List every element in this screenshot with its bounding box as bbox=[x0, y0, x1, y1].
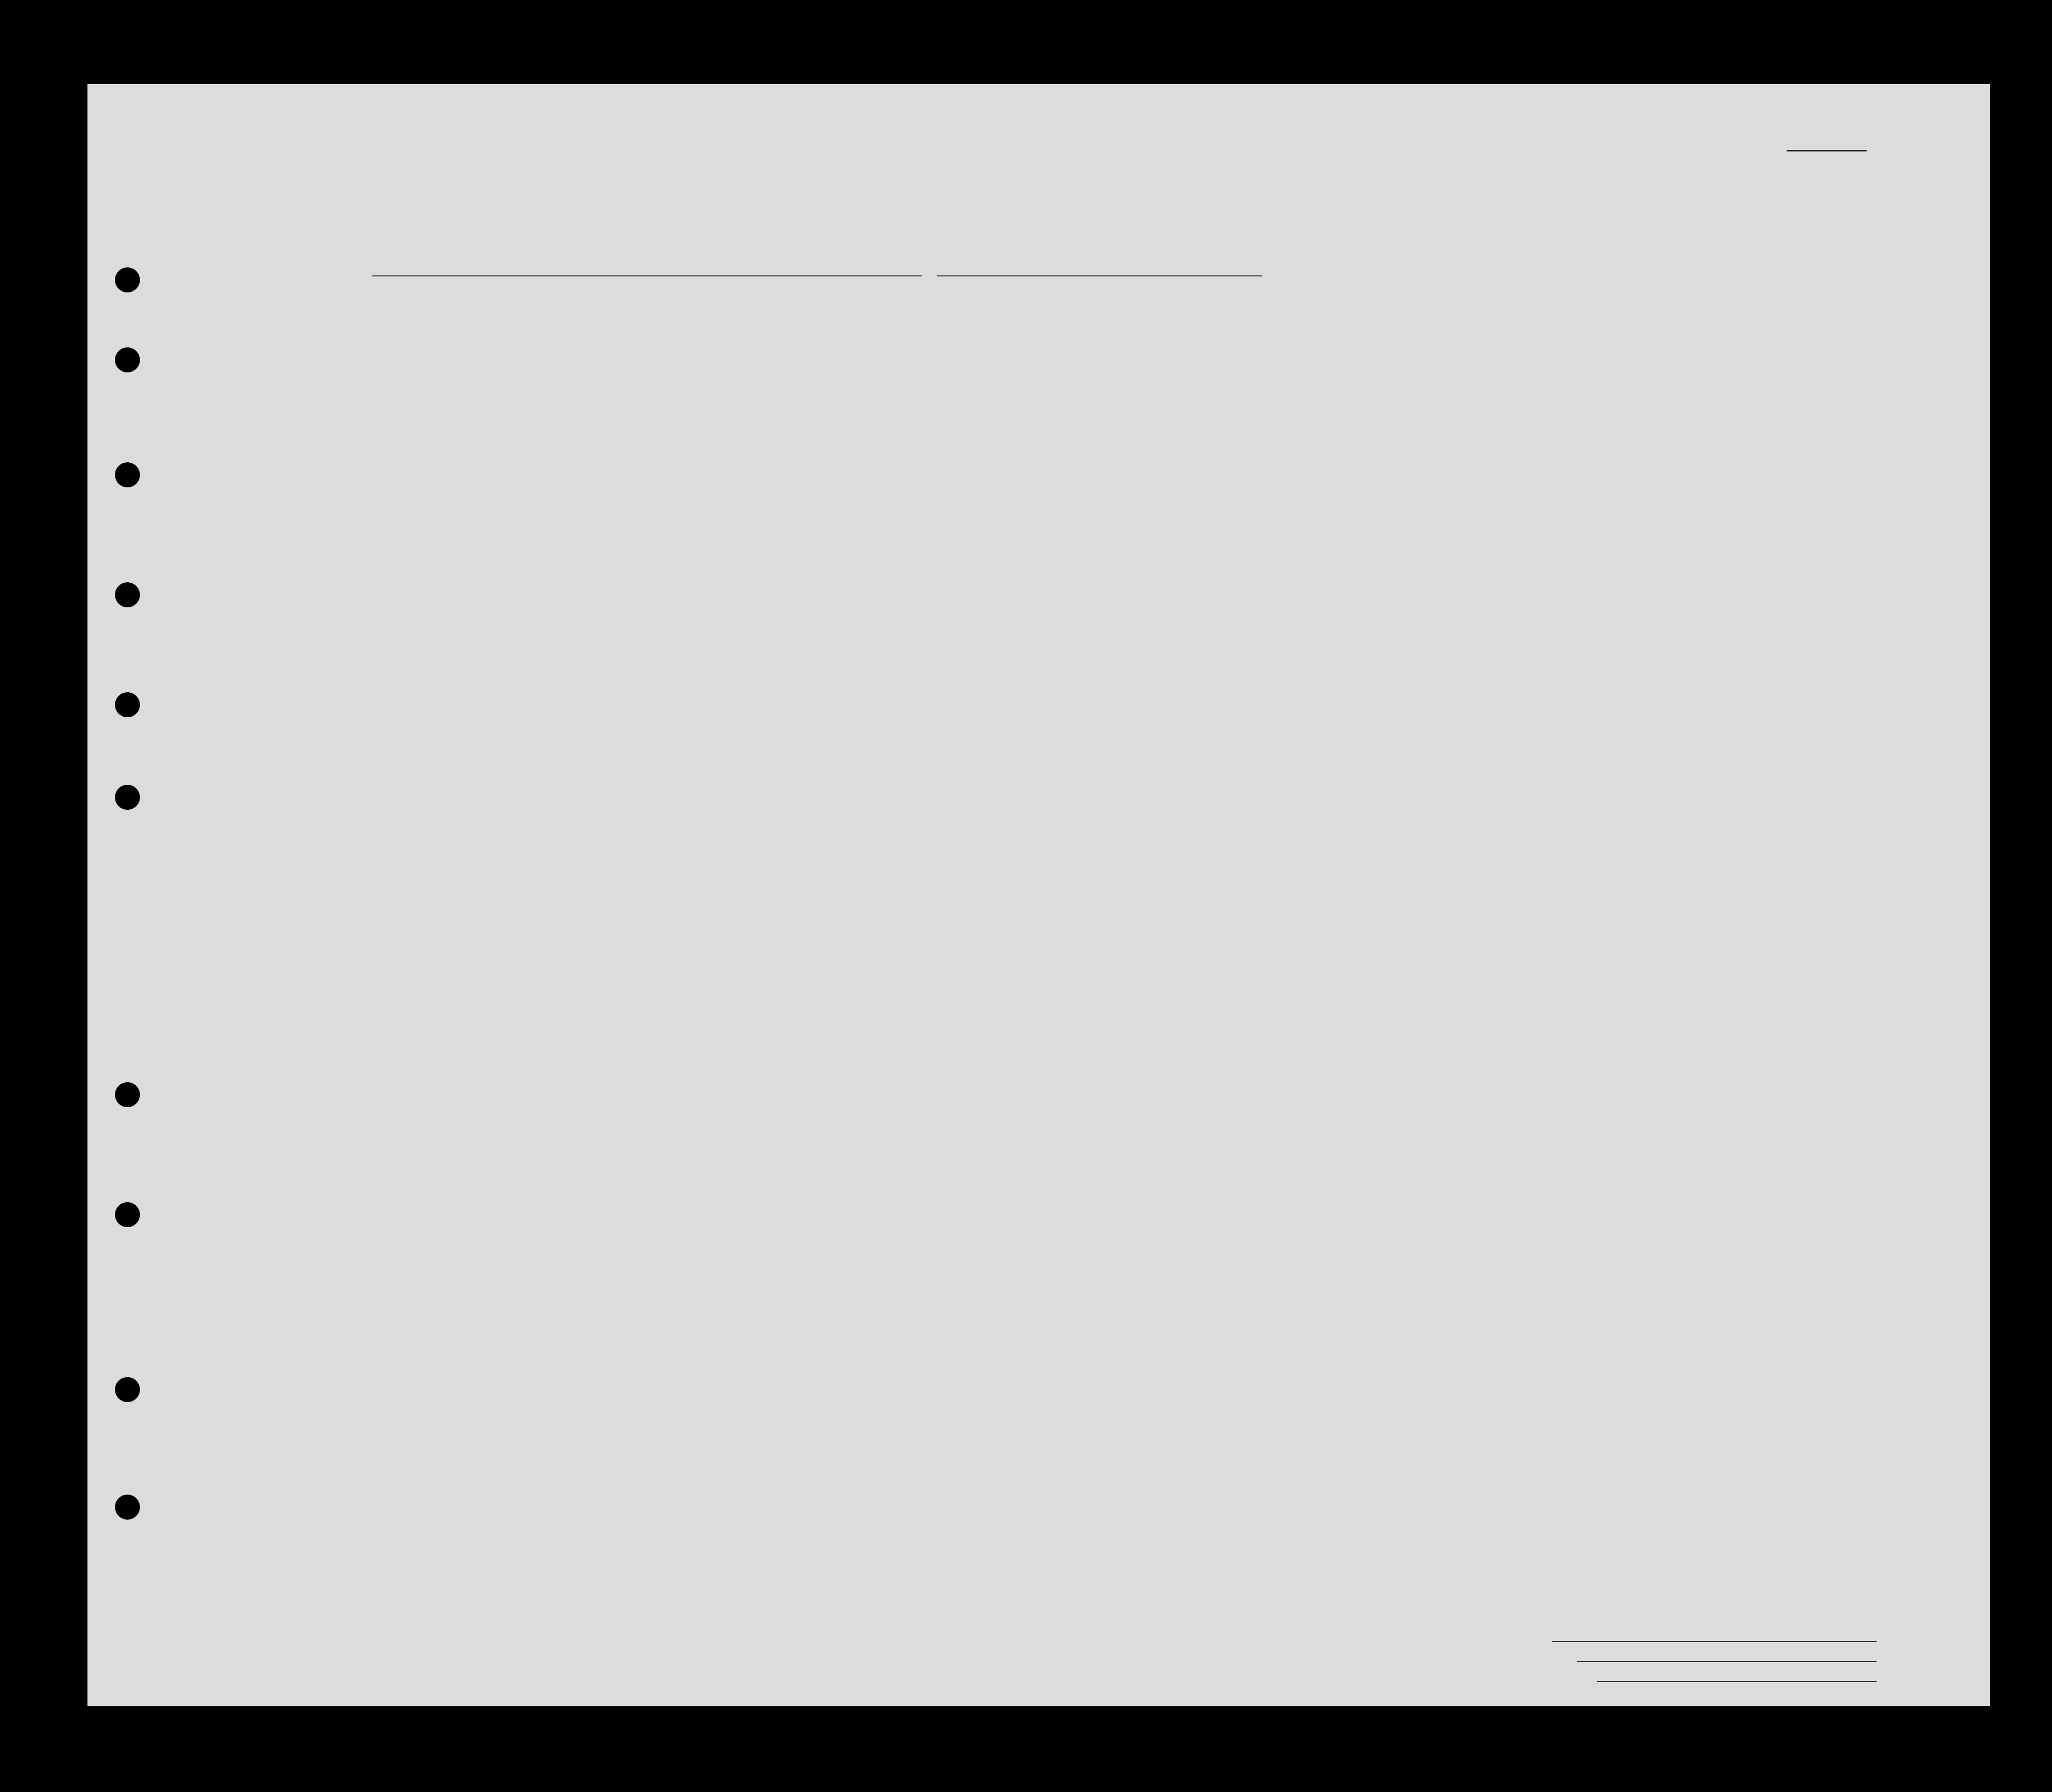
punch-hole bbox=[39, 270, 64, 295]
punch-hole bbox=[115, 1202, 140, 1227]
punch-hole bbox=[115, 785, 140, 810]
punch-hole bbox=[115, 1082, 140, 1107]
punch-hole bbox=[39, 312, 64, 337]
punch-hole bbox=[115, 1495, 140, 1520]
agents-underline bbox=[1597, 1681, 1877, 1682]
owners-underline bbox=[1577, 1661, 1877, 1662]
punch-hole bbox=[115, 267, 140, 292]
punch-hole bbox=[115, 1377, 140, 1402]
table-grid bbox=[87, 84, 1990, 1706]
punch-hole bbox=[115, 347, 140, 372]
manifest-sheet bbox=[87, 84, 1990, 1706]
punch-hole bbox=[115, 582, 140, 607]
punch-hole bbox=[115, 692, 140, 717]
punch-hole bbox=[115, 462, 140, 487]
line-underline bbox=[1552, 1641, 1877, 1642]
